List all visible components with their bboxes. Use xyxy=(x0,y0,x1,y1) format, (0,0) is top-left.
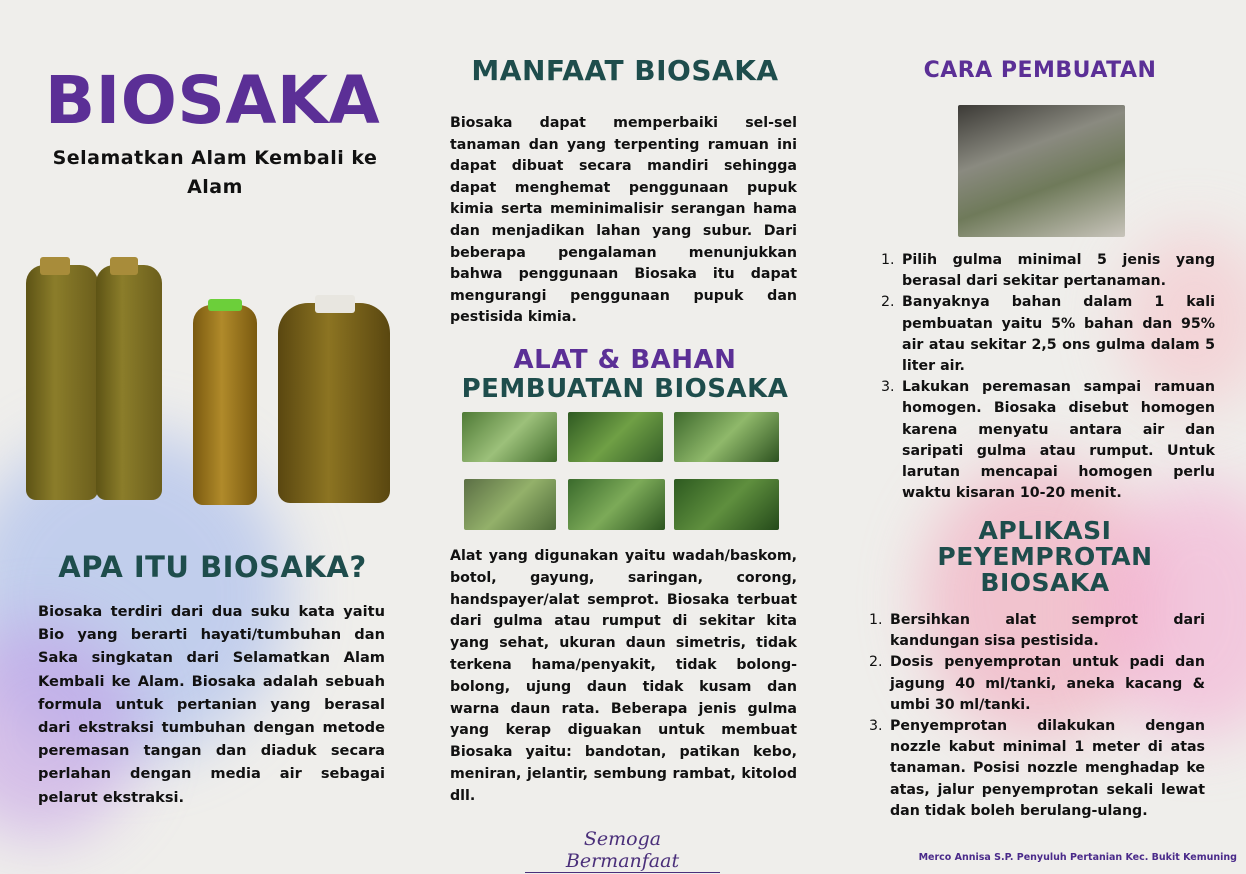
brochure-subtitle: Selamatkan Alam Kembali ke Alam xyxy=(52,147,378,198)
making-process-photo xyxy=(958,105,1125,237)
apa-itu-heading: APA ITU BIOSAKA? xyxy=(58,550,367,584)
alat-bahan-heading xyxy=(440,346,810,404)
weed-photo-1 xyxy=(462,412,557,462)
alat-bahan-heading-line2: PEMBUATAN BIOSAKA xyxy=(461,374,789,404)
bottles-photo xyxy=(20,255,400,510)
weed-photo-5 xyxy=(568,479,665,530)
weed-photo-6 xyxy=(674,479,779,530)
step-item: 1. Bersihkan alat semprot dari kandungan sisa pestisida. xyxy=(887,610,1205,652)
cara-pembuatan-heading: CARA PEMBUATAN xyxy=(923,58,1157,83)
brochure-title: BIOSAKA xyxy=(44,62,381,139)
weed-photo-4 xyxy=(464,479,556,530)
aplikasi-steps xyxy=(873,610,1205,822)
manfaat-body: Biosaka dapat memperbaiki sel-sel tanaman dan yang terpenting ramuan ini dapat dibuat secara mandiri sehingga dapat menghemat penggunaan pupuk kimia serta meminimalisir serangan hama dan menjadikan lahan yang subur. Dari beberapa pengalaman menunjukkan bahwa penggunaan Biosaka itu dapat mengurangi penggunaan pupuk dan pestisida kimia. xyxy=(450,115,797,326)
weed-photo-3 xyxy=(674,412,779,462)
step-item: 2. Dosis penyemprotan untuk padi dan jagung 40 ml/tanki, aneka kacang & umbi 30 ml/tanki. xyxy=(887,652,1205,716)
step-item: 3. Lakukan peremasan sampai ramuan homogen. Biosaka disebut homogen karena menyatu antara air dan saripati gulma atau rumput. Untuk larutan mencapai homogen perlu waktu kisaran 10-20 menit. xyxy=(899,377,1215,504)
step-item: 1. Pilih gulma minimal 5 jenis yang berasal dari sekitar pertanaman. xyxy=(899,250,1215,292)
signature: Semoga Bermanfaat xyxy=(525,828,720,873)
footer-credit: Merco Annisa S.P. Penyuluh Pertanian Kec. Bukit Kemuning xyxy=(918,852,1237,863)
alat-bahan-body: Alat yang digunakan yaitu wadah/baskom, botol, gayung, saringan, corong, handspayer/alat semprot. Biosaka terbuat dari gulma atau rumput di sekitar kita yang sehat, ukuran daun simetris, tidak terkena hama/penyakit, tidak bolong-bolong, ujung daun tidak kusam dan warna daun rata. Beberapa jenis gulma yang kerap diguakan untuk membuat Biosaka yaitu: bandotan, patikan kebo, meniran, jelantir, sembung rambat, kitolod dll. xyxy=(450,548,797,804)
weed-photo-2 xyxy=(568,412,663,462)
manfaat-heading: MANFAAT BIOSAKA xyxy=(471,54,779,87)
alat-bahan-heading-line1: ALAT & BAHAN xyxy=(513,345,737,375)
apa-itu-body: Biosaka terdiri dari dua suku kata yaitu Bio yang berarti hayati/tumbuhan dan Saka singkatan dari Selamatkan Alam Kembali ke Alam. Biosaka adalah sebuah formula untuk pertanian yang berasal dari ekstraksi tumbuhan dengan metode peremasan tangan dan diaduk secara perlahan dengan media air sebagai pelarut ekstraksi. xyxy=(38,603,385,806)
aplikasi-heading: APLIKASI PEYEMPROTAN BIOSAKA xyxy=(937,516,1153,597)
step-item: 3. Penyemprotan dilakukan dengan nozzle kabut minimal 1 meter di atas tanaman. Posisi nozzle menghadap ke atas, jalur penyemprotan sekali lewat dan tidak boleh berulang-ulang. xyxy=(887,716,1205,822)
step-item: 2. Banyaknya bahan dalam 1 kali pembuatan yaitu 5% bahan dan 95% air atau sekitar 2,5 ons gulma dalam 5 liter air. xyxy=(899,292,1215,377)
cara-pembuatan-steps xyxy=(885,250,1215,504)
